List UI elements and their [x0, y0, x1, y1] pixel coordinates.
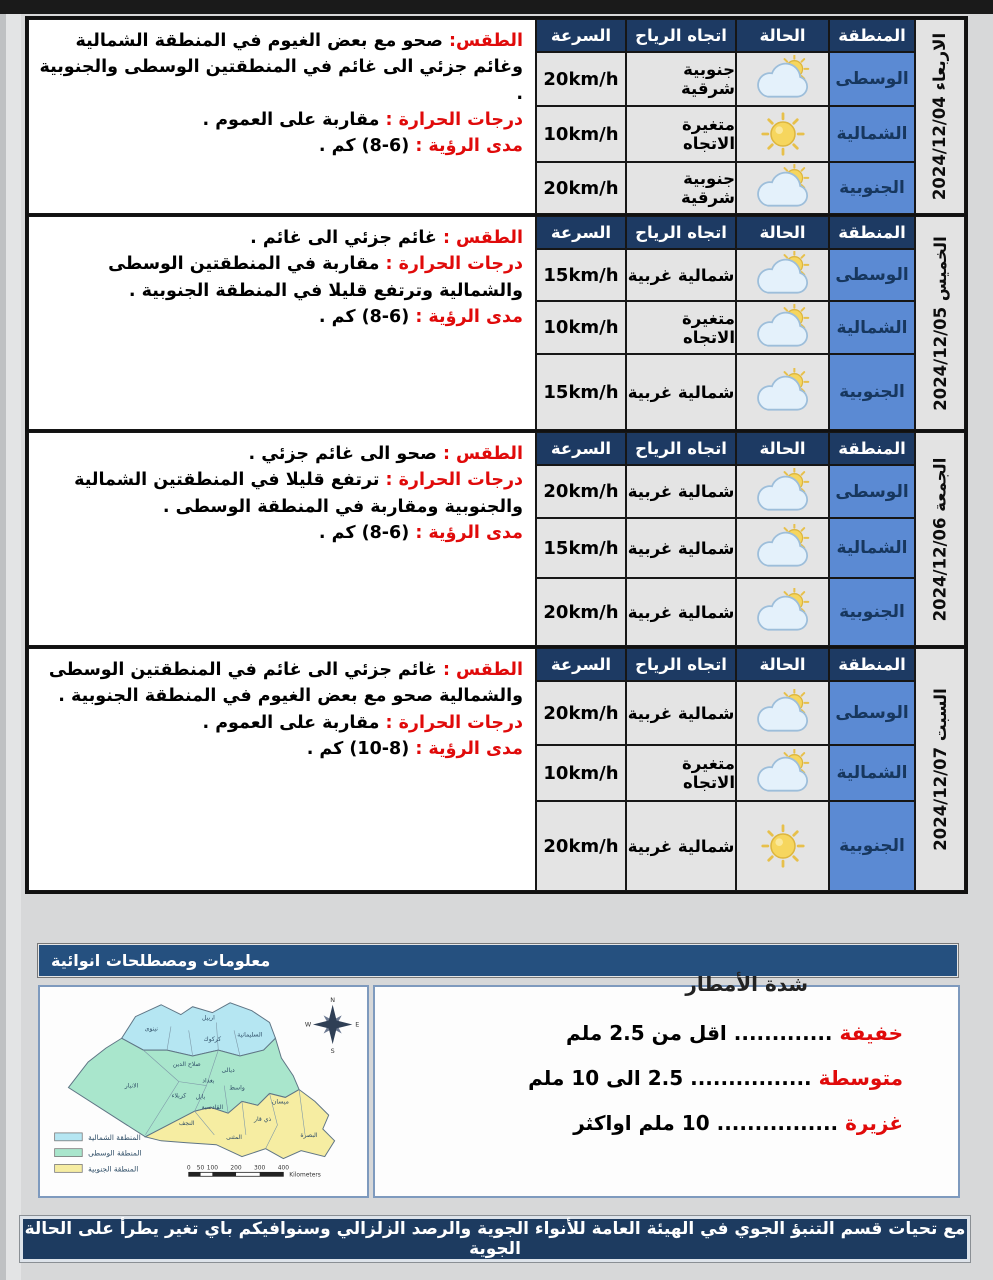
col-header-wind: اتجاه الرياح: [626, 648, 736, 681]
wind-direction: متغيرة الاتجاه: [626, 106, 736, 162]
map-scale-bar: [187, 1165, 321, 1178]
temperature-text: مقاربة على العموم .: [202, 109, 380, 130]
wind-direction: شمالية غربية: [626, 801, 736, 891]
rain-level-label: خفيفة: [839, 1021, 903, 1045]
date-label: الخميس 2024/12/05: [930, 235, 950, 411]
forecast-table: [25, 16, 968, 894]
province-label: صلاح الدين: [172, 1060, 201, 1068]
region-name: الجنوبية: [829, 578, 915, 646]
weather-icon: [750, 689, 816, 737]
wind-speed: 15km/h: [536, 249, 626, 301]
scale-tick: 100: [206, 1165, 219, 1172]
top-border-strip: [0, 0, 993, 14]
condition-cell: [736, 578, 829, 646]
col-header-speed: السرعة: [536, 648, 626, 681]
rain-level-value: 2.5 الى 10 ملم: [528, 1066, 684, 1090]
condition-cell: [736, 465, 829, 518]
legend-swatch-south: [55, 1164, 83, 1172]
col-header-speed: السرعة: [536, 216, 626, 249]
date-label: الاربعاء 2024/12/04: [930, 32, 950, 201]
visibility-label: مدى الرؤية :: [415, 306, 523, 327]
weather-label: الطقس :: [442, 660, 523, 680]
region-name: الوسطى: [829, 681, 915, 745]
col-header-condition: الحالة: [736, 432, 829, 465]
province-label: الانبار: [124, 1082, 139, 1090]
province-label: القادسية: [201, 1104, 224, 1112]
visibility-label: مدى الرؤية :: [415, 738, 523, 759]
col-header-wind: اتجاه الرياح: [626, 432, 736, 465]
wind-speed: 15km/h: [536, 354, 626, 430]
scale-tick: 0: [186, 1165, 191, 1172]
day-section-friday: [28, 432, 965, 648]
wind-speed: 10km/h: [536, 106, 626, 162]
weather-icon: [750, 524, 816, 572]
wind-direction: شمالية غربية: [626, 249, 736, 301]
col-header-region: المنطقة: [829, 648, 915, 681]
visibility-text: ‭(10-8)‬ كم .: [306, 738, 410, 759]
region-name: الوسطى: [829, 249, 915, 301]
weather-icon: [750, 468, 816, 516]
region-name: الشمالية: [829, 745, 915, 801]
temperature-text: ترتفع قليلا في المنطقتين الشمالية والجنوبية ومقاربة في المنطقة الوسطى .: [74, 470, 523, 517]
condition-cell: [736, 801, 829, 891]
weather-icon: [750, 164, 816, 212]
wind-speed: 10km/h: [536, 745, 626, 801]
map-legend: [55, 1133, 142, 1174]
dot-leader: .............: [733, 1021, 833, 1045]
weather-description: [28, 432, 536, 646]
compass-e: E: [355, 1020, 360, 1029]
temperature-label: درجات الحرارة :: [385, 254, 523, 275]
visibility-text: ‭(8-6)‬ كم .: [318, 136, 410, 156]
weather-icon: [750, 368, 816, 416]
weather-description: [28, 648, 536, 891]
region-name: الجنوبية: [829, 801, 915, 891]
wind-direction: شمالية غربية: [626, 354, 736, 430]
footer-greeting-bar: [20, 1216, 970, 1262]
condition-cell: [736, 162, 829, 214]
rain-level-label: متوسطة: [818, 1066, 903, 1090]
condition-cell: [736, 52, 829, 106]
weather-description: [28, 216, 536, 430]
wind-direction: شمالية غربية: [626, 465, 736, 518]
info-section-title-bar: [38, 944, 958, 977]
rain-level-value: اقل من 2.5 ملم: [566, 1021, 727, 1045]
dot-leader: ................: [716, 1111, 839, 1135]
col-header-condition: الحالة: [736, 216, 829, 249]
wind-speed: 20km/h: [536, 465, 626, 518]
footer-greeting-text: مع تحيات قسم التنبؤ الجوي في الهيئة العامة للأنواء الجوية والرصد الزلزالي وسنوافيكم باي تغير يطرأ على الحالة الجوية: [24, 1219, 966, 1259]
region-name: الوسطى: [829, 52, 915, 106]
visibility-text: ‭(8-6)‬ كم .: [318, 522, 410, 543]
date-label-cell: [915, 432, 965, 646]
col-header-condition: الحالة: [736, 19, 829, 52]
dot-leader: ................: [690, 1066, 812, 1090]
date-label: السبت 2024/12/07: [930, 688, 950, 851]
temperature-text: مقاربة على العموم .: [202, 712, 380, 733]
date-label-cell: [915, 19, 965, 214]
province-label: البصرة: [300, 1131, 318, 1139]
province-label: نينوى: [144, 1025, 158, 1033]
wind-direction: جنوبية شرقية: [626, 162, 736, 214]
col-header-region: المنطقة: [829, 19, 915, 52]
weather-line: [37, 657, 523, 710]
weather-text: غائم جزئي الى غائم .: [250, 228, 437, 248]
weather-label: الطقس :: [442, 228, 523, 248]
weather-text: صحو الى غائم جزئي .: [248, 444, 437, 464]
rain-level-moderate: [375, 1066, 903, 1111]
temperature-text: مقاربة في المنطقتين الوسطى والشمالية وترتفع قليلا في المنطقة الجنوبية .: [108, 254, 523, 301]
weather-description: [28, 19, 536, 214]
scale-tick: 300: [254, 1165, 266, 1172]
compass-n: N: [330, 995, 336, 1004]
legend-label-central: المنطقة الوسطى: [88, 1148, 142, 1158]
weather-label: الطقس:: [449, 31, 523, 51]
wind-speed: 20km/h: [536, 162, 626, 214]
condition-cell: [736, 106, 829, 162]
region-name: الجنوبية: [829, 162, 915, 214]
condition-cell: [736, 354, 829, 430]
province-label: كربلاء: [171, 1092, 187, 1100]
day-section-wednesday: [28, 19, 965, 216]
weather-icon: [750, 822, 816, 870]
region-name: الشمالية: [829, 301, 915, 354]
weather-text: صحو مع بعض الغيوم في المنطقة الشمالية وغائم جزئي الى غائم في المنطقتين الوسطى والجنوبية .: [39, 31, 523, 104]
scale-unit-label: Kilometers: [289, 1172, 321, 1179]
region-name: الوسطى: [829, 465, 915, 518]
condition-cell: [736, 681, 829, 745]
condition-cell: [736, 745, 829, 801]
legend-label-north: المنطقة الشمالية: [88, 1132, 141, 1142]
weather-line: [37, 28, 523, 107]
temperature-label: درجات الحرارة :: [385, 470, 523, 491]
scale-tick: 50: [196, 1165, 205, 1172]
condition-cell: [736, 249, 829, 301]
iraq-map: [40, 987, 367, 1196]
day-section-thursday: [28, 216, 965, 432]
temperature-line: [37, 251, 523, 304]
weather-line: [37, 441, 523, 467]
date-label-cell: [915, 648, 965, 891]
weather-label: الطقس :: [442, 444, 523, 464]
province-label: بغداد: [202, 1077, 215, 1085]
weather-line: [37, 225, 523, 251]
province-label: كركوك: [203, 1036, 222, 1044]
rain-level-heavy: [375, 1111, 903, 1156]
region-name: الجنوبية: [829, 354, 915, 430]
legend-label-south: المنطقة الجنوبية: [88, 1164, 139, 1174]
condition-cell: [736, 518, 829, 578]
region-name: الشمالية: [829, 518, 915, 578]
scale-tick: 200: [230, 1165, 242, 1172]
visibility-text: ‭(8-6)‬ كم .: [318, 306, 410, 327]
temperature-line: [37, 107, 523, 133]
visibility-label: مدى الرؤية :: [415, 522, 523, 543]
iraq-regions-map-panel: [38, 985, 369, 1198]
col-header-speed: السرعة: [536, 19, 626, 52]
visibility-line: [37, 736, 523, 762]
legend-swatch-north: [55, 1133, 83, 1141]
legend-swatch-central: [55, 1149, 83, 1157]
wind-direction: شمالية غربية: [626, 681, 736, 745]
rain-intensity-list: [375, 987, 958, 1156]
rain-panel-clipped-heading: شدة الأمطار: [685, 972, 808, 996]
temperature-line: [37, 467, 523, 520]
weather-text: غائم جزئي الى غائم في المنطقتين الوسطى والشمالية صحو مع بعض الغيوم في المنطقة الجنوبية .: [48, 660, 523, 707]
province-label: ذي قار: [254, 1116, 272, 1124]
rain-level-light: [375, 1021, 903, 1066]
col-header-speed: السرعة: [536, 432, 626, 465]
compass-w: W: [304, 1020, 312, 1029]
temperature-line: [37, 710, 523, 736]
province-label: ديالى: [221, 1066, 235, 1074]
visibility-label: مدى الرؤية :: [415, 136, 523, 156]
wind-direction: متغيرة الاتجاه: [626, 301, 736, 354]
compass-rose-icon: [305, 996, 359, 1055]
day-section-saturday: [28, 648, 965, 891]
wind-speed: 15km/h: [536, 518, 626, 578]
col-header-region: المنطقة: [829, 216, 915, 249]
wind-direction: جنوبية شرقية: [626, 52, 736, 106]
rain-level-value: 10 ملم اواكثر: [573, 1111, 710, 1135]
scale-tick: 400: [277, 1165, 289, 1172]
col-header-wind: اتجاه الرياح: [626, 216, 736, 249]
weather-icon: [750, 304, 816, 352]
col-header-condition: الحالة: [736, 648, 829, 681]
wind-speed: 10km/h: [536, 301, 626, 354]
date-label-cell: [915, 216, 965, 430]
province-label: اربيل: [202, 1014, 215, 1022]
condition-cell: [736, 301, 829, 354]
wind-direction: شمالية غربية: [626, 518, 736, 578]
rain-level-label: غزيرة: [845, 1111, 903, 1135]
visibility-line: [37, 304, 523, 330]
wind-speed: 20km/h: [536, 52, 626, 106]
visibility-line: [37, 133, 523, 159]
col-header-wind: اتجاه الرياح: [626, 19, 736, 52]
weather-icon: [750, 749, 816, 797]
temperature-label: درجات الحرارة :: [385, 109, 523, 130]
weather-icon: [750, 251, 816, 299]
weather-icon: [750, 588, 816, 636]
wind-speed: 20km/h: [536, 578, 626, 646]
compass-s: S: [330, 1047, 335, 1056]
rain-intensity-panel: [373, 972, 960, 1198]
province-label: النجف: [178, 1120, 195, 1128]
left-margin-strip: [6, 14, 21, 1280]
info-section-title: معلومات ومصطلحات انوائية: [51, 951, 271, 970]
region-name: الشمالية: [829, 106, 915, 162]
weather-icon: [750, 55, 816, 103]
weather-icon: [750, 110, 816, 158]
wind-direction: متغيرة الاتجاه: [626, 745, 736, 801]
temperature-label: درجات الحرارة :: [385, 712, 523, 733]
province-label: المثنى: [226, 1133, 242, 1141]
province-label: واسط: [229, 1084, 245, 1092]
wind-speed: 20km/h: [536, 801, 626, 891]
date-label: الجمعة 2024/12/06: [930, 457, 950, 621]
visibility-line: [37, 520, 523, 546]
wind-direction: شمالية غربية: [626, 578, 736, 646]
wind-speed: 20km/h: [536, 681, 626, 745]
province-label: بابل: [195, 1093, 206, 1101]
province-label: ميسان: [271, 1098, 289, 1106]
province-label: السليمانية: [237, 1031, 263, 1039]
col-header-region: المنطقة: [829, 432, 915, 465]
